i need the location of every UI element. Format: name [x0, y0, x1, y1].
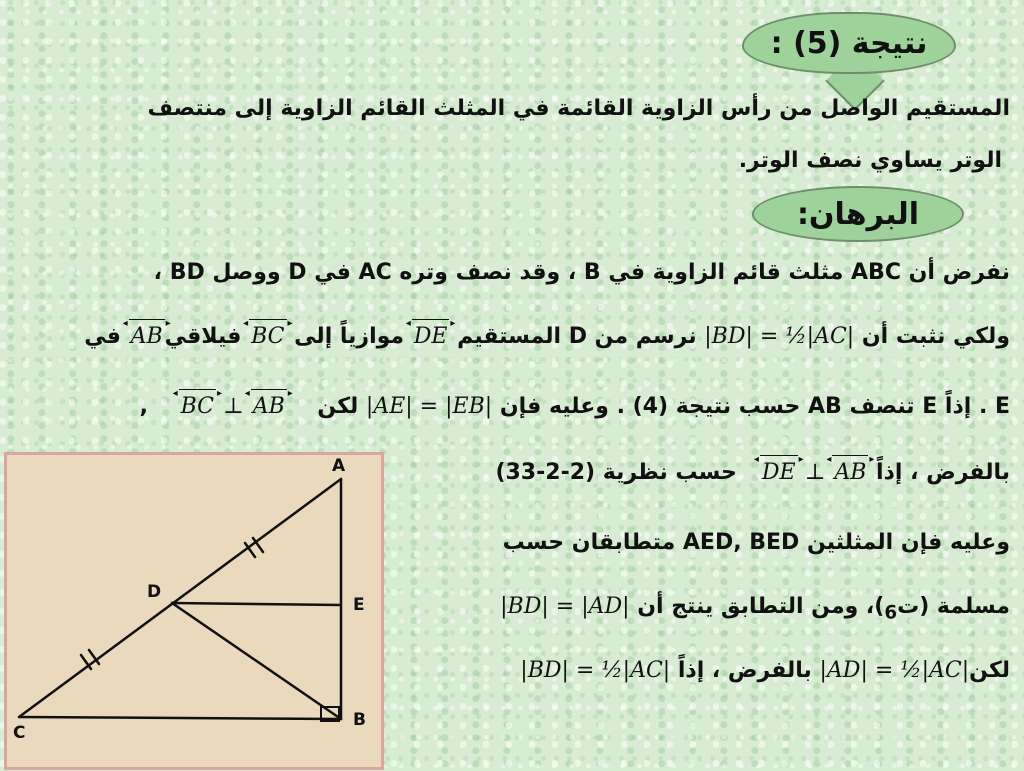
math-bd-half-ac: |BD| = ½|AC| [704, 324, 855, 349]
vector-de-2: DE ◂ ▸ [760, 458, 798, 488]
triangle-figure [4, 452, 384, 770]
proof-l6-b: )، ومن التطابق ينتج أن [637, 594, 885, 619]
tick-marks-ad [245, 538, 263, 557]
proof-line-4 [495, 458, 1010, 488]
perp-symbol: ⊥ [222, 394, 244, 419]
label-d: D [147, 582, 162, 602]
statement-line-2: الوتر يساوي نصف الوتر. [738, 148, 1002, 173]
side-cb [19, 717, 341, 719]
math-de-perp-ab [760, 458, 868, 488]
proof-badge [752, 186, 964, 242]
proof-l2-d: فيلاقي [164, 324, 242, 349]
segment-db [172, 603, 341, 719]
proof-line-6 [500, 592, 1010, 628]
result-badge-label: نتيجة (5) : [770, 25, 928, 61]
proof-l4-b: حسب نظرية (2-2-33) [495, 460, 737, 485]
proof-line-7 [520, 656, 1010, 686]
proof-line-5: وعليه فإن المثلثين AED, BED متطابقان حسب [502, 530, 1010, 555]
math-bd-half-ac-2: |BD| = ½|AC| [520, 658, 671, 683]
proof-l7-a: لكن [969, 658, 1010, 683]
segment-de [172, 603, 341, 605]
vector-ab-3: AB ◂ ▸ [832, 458, 868, 488]
proof-l7-b: بالفرض ، إذاً [677, 658, 812, 683]
proof-line-1: نفرض أن ABC مثلث قائم الزاوية في B ، وقد نصف وتره AC في D ووصل BD ، [153, 260, 1010, 285]
proof-l3-b: لكن [317, 394, 359, 419]
label-a: A [332, 456, 346, 476]
result-badge [742, 12, 956, 74]
label-b: B [353, 710, 366, 730]
vector-ab: AB ◂ ▸ [129, 322, 165, 352]
proof-l2-a: ولكي نثبت أن [861, 324, 1010, 349]
label-e: E [353, 595, 365, 615]
vector-ab-2: AB ◂ ▸ [251, 392, 287, 422]
math-bc-perp-ab [179, 392, 287, 422]
side-ac [19, 479, 341, 717]
triangle-diagram [7, 455, 381, 767]
label-c: C [13, 723, 26, 743]
proof-l2-b: نرسم من D المستقيم [457, 324, 697, 349]
math-ad-half-ac: |AD| = ½|AC| [819, 658, 970, 683]
math-ae-eb: |AE| = |EB| [365, 394, 493, 419]
tick-marks-dc [81, 650, 99, 669]
proof-l2-c: موازياً إلى [294, 324, 405, 349]
math-bd-ad: |BD| = |AD| [500, 594, 630, 619]
proof-l3-a: E . إذاً E تنصف AB حسب نتيجة (4) . وعليه فإن [499, 394, 1010, 419]
proof-l4-a: بالفرض ، إذاً [876, 460, 1010, 485]
proof-l3-c: , [139, 394, 148, 419]
vector-de: DE ◂ ▸ [412, 322, 450, 352]
perp-symbol-2: ⊥ [804, 460, 826, 485]
vector-bc: BC ◂ ▸ [249, 322, 286, 352]
proof-line-2 [84, 322, 1010, 352]
proof-l6-a: مسلمة (ت [897, 594, 1010, 619]
proof-l6-sub: 6 [884, 602, 898, 624]
vector-bc-2: BC ◂ ▸ [179, 392, 216, 422]
proof-line-3 [140, 392, 1010, 422]
proof-badge-label: البرهان: [796, 196, 920, 232]
proof-l2-e: في [84, 324, 121, 349]
statement-line-1: المستقيم الواصل من رأس الزاوية القائمة في المثلث القائم الزاوية إلى منتصف [147, 96, 1010, 121]
